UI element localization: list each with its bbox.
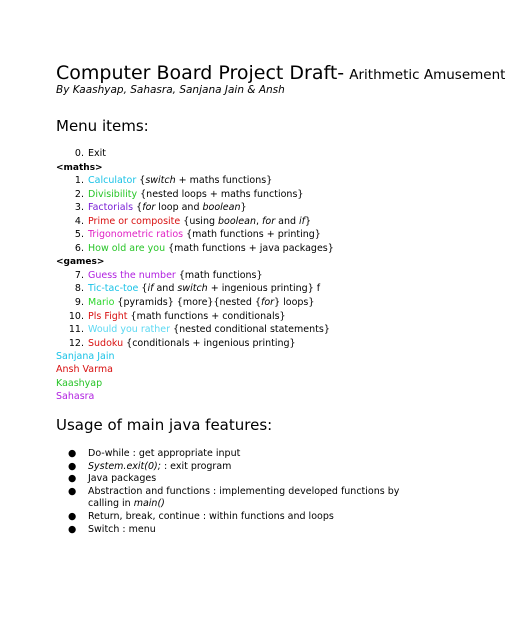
feature-text: Java packages (88, 473, 157, 485)
menu-item (56, 215, 334, 229)
menu-item-name: Would you rather (88, 324, 171, 336)
menu-item-desc: and (275, 215, 300, 227)
feature-item (68, 461, 418, 474)
menu-item-label: Exit (88, 148, 106, 159)
menu-item-desc: + ingenious printing} f (207, 283, 321, 295)
menu-item (56, 201, 334, 215)
feature-text: : exit program (160, 460, 232, 472)
menu-item-name: Prime or composite (88, 215, 181, 227)
menu-item-desc: { (138, 283, 148, 295)
menu-item-desc: {conditionals + ingenious printing} (123, 337, 296, 349)
feature-text: Return, break, continue : within functions and loops (88, 510, 334, 522)
menu-item-desc: {pyramids} {more}{nested { (114, 297, 261, 309)
menu-item (56, 242, 334, 256)
menu-item-desc: { (136, 175, 146, 187)
menu-item-desc: if (299, 215, 306, 227)
bullet-icon: ● (68, 448, 77, 459)
feature-text: Do-while : get appropriate input (88, 448, 241, 459)
feature-item (68, 473, 418, 486)
features-heading: Usage of main java features: (56, 416, 273, 434)
menu-item-number: 6. (74, 242, 84, 254)
maths-tag: <maths> (56, 162, 103, 173)
menu-item-number: 2. (74, 188, 84, 200)
menu-item (56, 296, 334, 310)
menu-item-name: How old are you (88, 242, 166, 254)
menu-item (56, 323, 334, 337)
menu-item-name: Factorials (88, 202, 134, 214)
credit-name: Sahasra (56, 390, 95, 402)
credit-name: Sanjana Jain (56, 351, 115, 362)
credits-list (56, 350, 114, 403)
menu-item-desc: {math functions} (175, 269, 263, 281)
menu-item-desc: {using (180, 215, 219, 227)
menu-item-desc: } (240, 202, 247, 214)
menu-item-desc: loop and (155, 202, 203, 214)
menu-item-desc: if (147, 283, 154, 295)
menu-item-desc: switch (145, 175, 176, 187)
menu-item-name: Pls Fight (88, 310, 128, 322)
bullet-icon: ● (68, 523, 77, 535)
document-title (56, 62, 505, 84)
menu-item-desc: + maths functions} (175, 175, 273, 187)
title-main: Computer Board Project Draft- (56, 62, 345, 84)
menu-item-desc: {math functions + printing} (183, 229, 321, 241)
credit-name: Ansh Varma (56, 364, 113, 376)
feature-item (68, 486, 418, 511)
menu-item-desc: , (256, 215, 263, 227)
menu-item-number: 0. (74, 148, 84, 159)
menu-item-number: 8. (74, 283, 84, 295)
bullet-icon: ● (68, 510, 77, 522)
menu-item-desc: {math functions + conditionals} (127, 310, 286, 322)
bullet-icon: ● (68, 485, 77, 497)
menu-item-exit (56, 147, 334, 161)
menu-item-name: Sudoku (88, 337, 124, 349)
menu-item (56, 174, 334, 188)
menu-list (56, 147, 334, 350)
menu-item-desc: switch (177, 283, 208, 295)
menu-item-desc: {math functions + java packages} (165, 242, 334, 254)
feature-item (68, 448, 418, 461)
menu-item-number: 4. (74, 215, 84, 227)
menu-item (56, 337, 334, 351)
menu-item-name: Mario (88, 297, 115, 309)
menu-item-number: 12. (68, 337, 84, 349)
menu-item-desc: for (261, 297, 275, 309)
menu-item-number: 10. (68, 310, 84, 322)
title-subtitle: Arithmetic Amusement (349, 67, 505, 83)
menu-item-number: 9. (74, 297, 84, 309)
feature-item (68, 524, 418, 537)
games-tag: <games> (56, 257, 105, 268)
menu-item-desc: for (142, 202, 156, 214)
authors-line: By Kaashyap, Sahasra, Sanjana Jain & Ansh (56, 84, 285, 96)
menu-item (56, 269, 334, 283)
feature-text: System.exit(0); (88, 460, 161, 472)
menu-item-number: 5. (74, 229, 84, 241)
features-list (68, 448, 418, 536)
menu-item (56, 282, 334, 296)
menu-item (56, 228, 334, 242)
feature-text: Switch : menu (88, 523, 156, 535)
menu-item-desc: boolean (218, 215, 256, 227)
menu-item-name: Guess the number (88, 269, 176, 281)
menu-item-name: Calculator (88, 175, 137, 187)
maths-tag-row (56, 161, 334, 175)
menu-heading: Menu items: (56, 117, 149, 135)
menu-item-name: Tic-tac-toe (88, 283, 139, 295)
menu-item-number: 3. (74, 202, 84, 214)
feature-text: Abstraction and functions : implementing developed functions by calling in (88, 485, 400, 510)
menu-item-desc: {nested loops + maths functions} (137, 188, 304, 200)
menu-item (56, 188, 334, 202)
menu-item-desc: boolean (202, 202, 241, 214)
feature-item (68, 511, 418, 524)
feature-text: main() (133, 498, 165, 510)
menu-item-number: 11. (68, 324, 84, 336)
menu-item-desc: } (305, 215, 312, 227)
menu-item-number: 7. (74, 269, 84, 281)
menu-item-desc: for (262, 215, 276, 227)
bullet-icon: ● (68, 460, 77, 472)
menu-item-desc: { (133, 202, 143, 214)
games-tag-row (56, 255, 334, 269)
bullet-icon: ● (68, 473, 77, 485)
menu-item-desc: } loops} (274, 297, 315, 309)
credit-name: Kaashyap (56, 377, 103, 389)
menu-item-name: Trigonometric ratios (88, 229, 184, 241)
menu-item-number: 1. (74, 175, 84, 187)
menu-item-desc: and (153, 283, 178, 295)
menu-item-desc: {nested conditional statements} (170, 324, 330, 336)
menu-item (56, 310, 334, 324)
menu-item-name: Divisibility (88, 188, 138, 200)
